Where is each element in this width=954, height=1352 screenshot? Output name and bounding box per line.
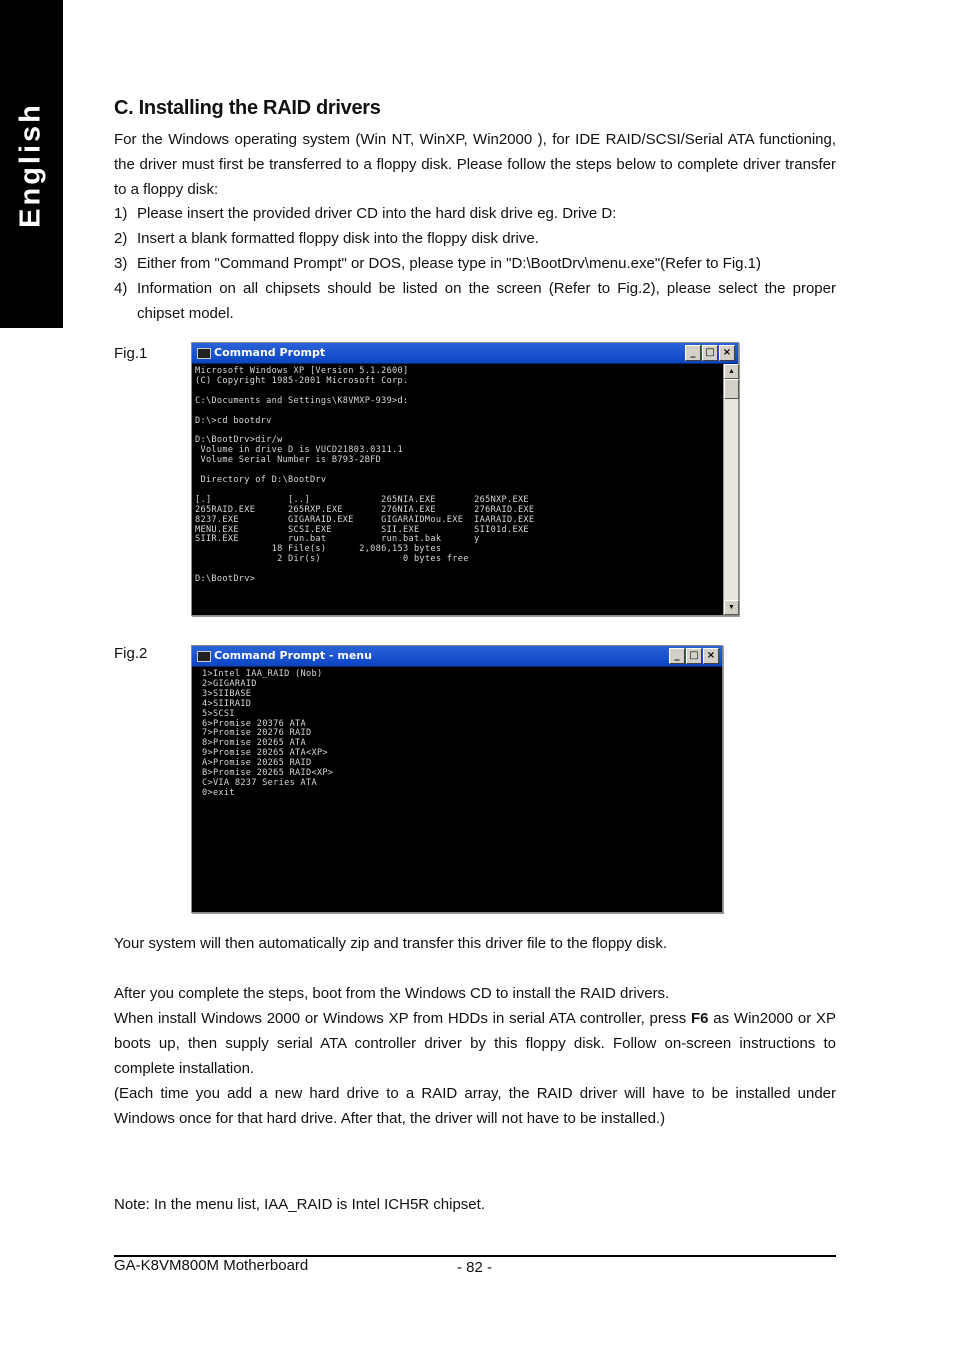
scroll-thumb (724, 379, 739, 399)
footer-model: GA-K8VM800M Motherboard (114, 1257, 309, 1274)
step-text: Information on all chipsets should be listed on the screen (Refer to Fig.2), please select the proper chipset model. (137, 280, 836, 322)
raid-array-paragraph: (Each time you add a new hard drive to a RAID array, the RAID driver will have to be installed under Windows once for that hard drive. After that, the driver will not have to be installed.) (114, 1085, 836, 1127)
maximize-icon: □ (702, 345, 718, 361)
install-text-end: as Win2000 or XP boots up, then supply serial ATA controller driver by this floppy disk. Follow on-screen instructions to complete installation. (114, 1010, 837, 1077)
fig1-command-window (191, 342, 739, 616)
minimize-icon: _ (685, 345, 701, 361)
scroll-down-icon: ▼ (724, 600, 739, 615)
maximize-icon: □ (686, 648, 702, 664)
close-icon: × (719, 345, 735, 361)
console-icon (197, 651, 211, 662)
step-number: 4) (114, 280, 128, 297)
language-tab (0, 0, 63, 328)
steps-list (114, 201, 836, 326)
step-item (114, 226, 836, 251)
scroll-up-icon: ▲ (724, 364, 739, 379)
step-number: 1) (114, 205, 128, 222)
fig1-console-output: Microsoft Windows XP [Version 5.1.2600] (C) Copyright 1985-2001 Microsoft Corp. C:\Documents and Settings\K8VMXP-939>d: D:\>cd bootdrv D:\BootDrv>dir/w Volume in drive D is VUCD21803.0311.1 Volume Serial Number is B793-2BFD Directory of D:\BootDrv [.] [..] 265NIA.EXE 265NXP.EXE 265RAID.EXE 265RXP.EXE 276NIA.EXE 276RAID.EXE 8237.EXE GIGARAID.EXE GIGARAIDMou.EXE IAARAID.EXE MENU.EXE SCSI.EXE SII.EXE SII01d.EXE SIIR.EXE run.bat run.bat.bak y 18 File(s) 2,086,153 bytes 2 Dir(s) 0 bytes free D:\BootDrv> (192, 364, 723, 615)
fig2-console-output: 1>Intel IAA_RAID (Nob) 2>GIGARAID 3>SIIBASE 4>SIIRAID 5>SCSI 6>Promise 20376 ATA 7>Promise 20276 RAID 8>Promise 20265 ATA 9>Promise 20265 ATA<XP> A>Promise 20265 RAID B>Promise 20265 RAID<XP> C>VIA 8237 Series ATA 0>exit (192, 667, 722, 912)
fig1-title-bar (192, 343, 738, 363)
fig2-title-bar (192, 646, 722, 666)
minimize-icon: _ (669, 648, 685, 664)
fig2-window-title: Command Prompt - menu (214, 649, 372, 662)
close-icon: × (703, 648, 719, 664)
result-paragraph: Your system will then automatically zip and transfer this driver file to the floppy disk. (114, 935, 668, 952)
step-text: Please insert the provided driver CD into the hard disk drive eg. Drive D: (137, 205, 617, 222)
boot-paragraph: After you complete the steps, boot from the Windows CD to install the RAID drivers. (114, 985, 670, 1002)
step-number: 2) (114, 230, 128, 247)
step-text: Either from "Command Prompt" or DOS, please type in "D:\BootDrv\menu.exe"(Refer to Fig.1) (137, 255, 762, 272)
language-tab-label: English (14, 102, 47, 228)
fig2-label: Fig.2 (114, 645, 148, 662)
step-item (114, 201, 836, 226)
step-item (114, 251, 836, 276)
fig1-scrollbar (723, 364, 738, 615)
step-item (114, 276, 836, 326)
page-number: - 82 - (457, 1259, 493, 1276)
install-paragraph (114, 1006, 836, 1081)
fig1-window-title: Command Prompt (214, 346, 326, 359)
step-text: Insert a blank formatted floppy disk into the floppy disk drive. (137, 230, 539, 247)
fig2-command-window (191, 645, 723, 913)
fig1-label: Fig.1 (114, 345, 148, 362)
chipset-note: Note: In the menu list, IAA_RAID is Intel ICH5R chipset. (114, 1196, 485, 1213)
f6-key: F6 (691, 1010, 709, 1027)
intro-paragraph: For the Windows operating system (Win NT, WinXP, Win2000 ), for IDE RAID/SCSI/Serial ATA functioning, the driver must first be transferred to a floppy disk. Please follow the steps below to complete driver transfer to a floppy disk: (114, 131, 836, 198)
console-icon (197, 348, 211, 359)
section-title: C. Installing the RAID drivers (114, 97, 381, 119)
install-text-start: When install Windows 2000 or Windows XP from HDDs in serial ATA controller, press (114, 1010, 692, 1027)
step-number: 3) (114, 255, 128, 272)
